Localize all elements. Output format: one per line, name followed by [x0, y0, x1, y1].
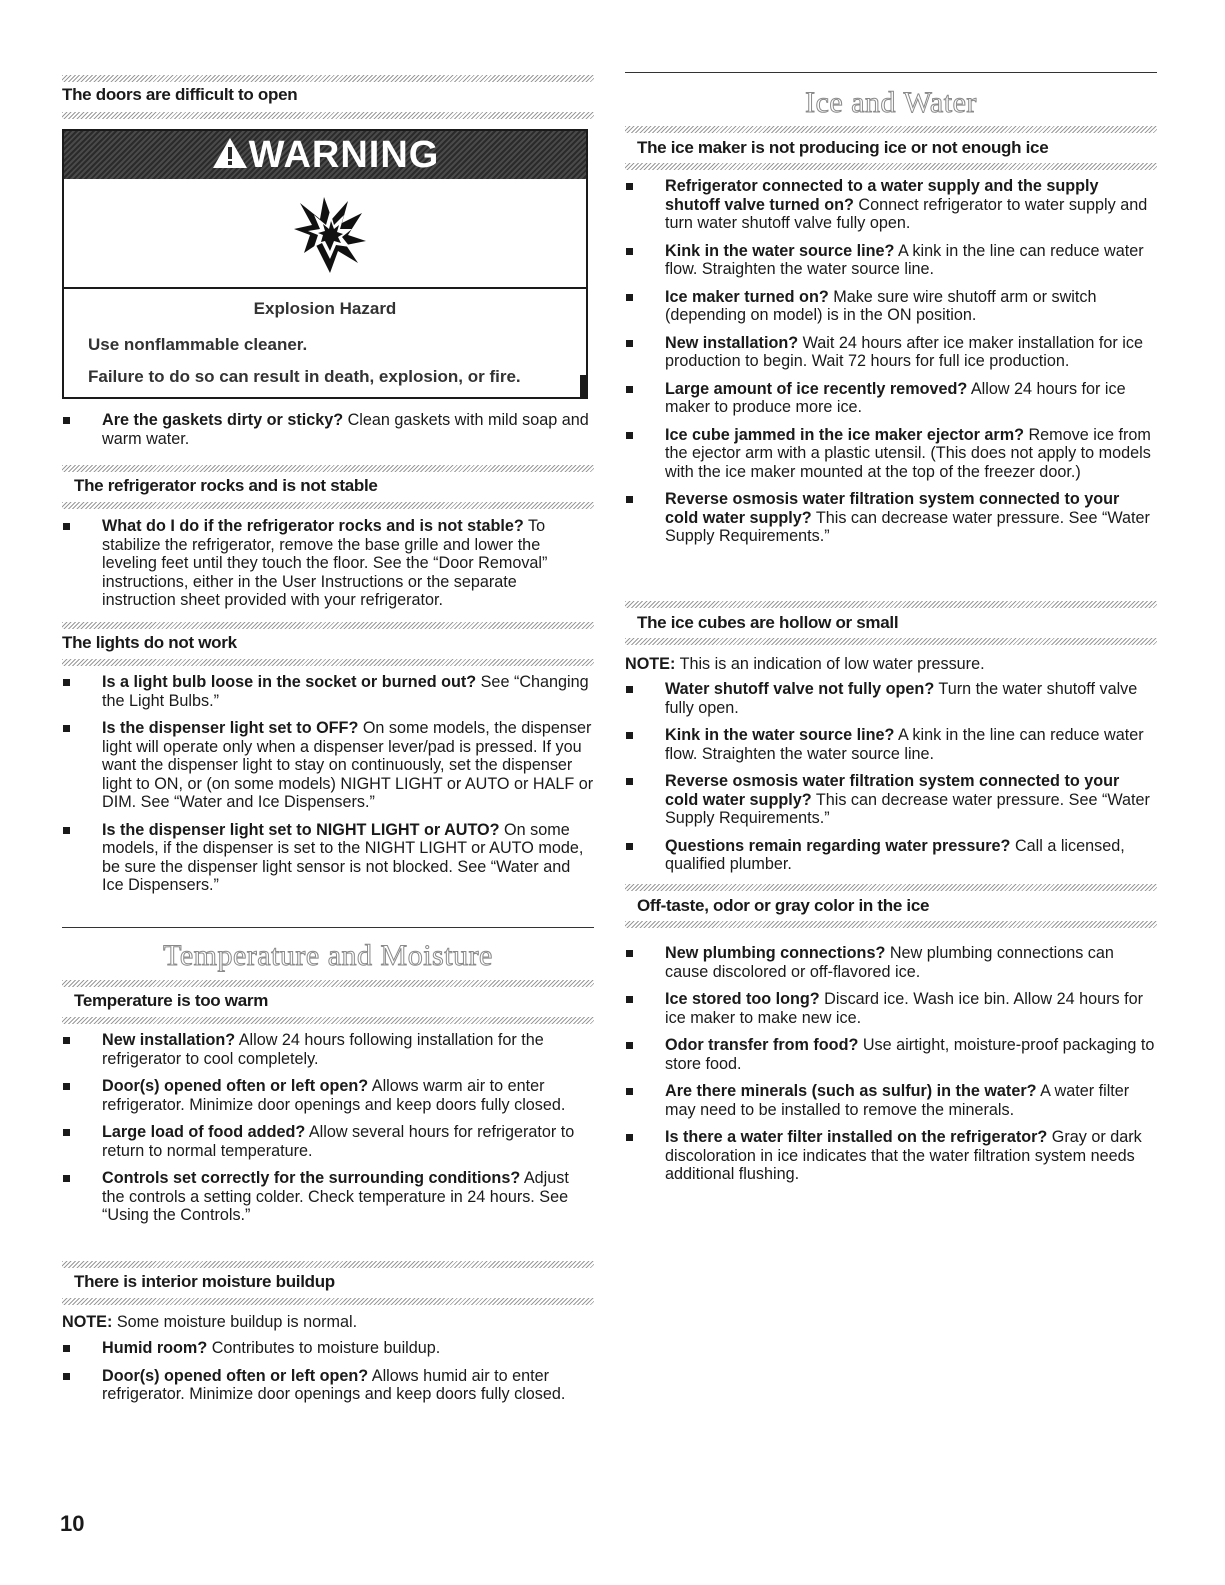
page-number: 10 — [60, 1511, 85, 1536]
subsection-header-off-taste — [625, 884, 1157, 928]
hatch-band — [62, 465, 594, 472]
subsection-header-hollow — [625, 601, 1157, 645]
bullet-list — [62, 517, 594, 619]
warning-header — [64, 131, 586, 179]
list-item: New plumbing connections? New plumbing connections can cause discolored or off-flavored ice. — [625, 944, 1157, 981]
bullet-list — [625, 680, 1157, 883]
hatch-band — [62, 112, 594, 119]
explosion-icon — [290, 195, 370, 275]
subsection-header-rocks — [62, 465, 594, 509]
warning-corner — [580, 375, 588, 399]
list-item: Ice maker turned on? Make sure wire shutoff arm or switch (depending on model) is in the ON position. — [625, 288, 1157, 325]
subsection-header-moisture — [62, 1261, 594, 1305]
subsection-header-too-warm — [62, 980, 594, 1024]
list-item: Odor transfer from food? Use airtight, moisture-proof packaging to store food. — [625, 1036, 1157, 1073]
warning-pictogram-area — [64, 179, 586, 289]
warning-line: Failure to do so can result in death, explosion, or fire. — [88, 367, 521, 386]
subsection-title: There is interior moisture buildup — [74, 1272, 335, 1291]
alert-triangle-icon — [211, 136, 249, 170]
list-item: Door(s) opened often or left open? Allows warm air to enter refrigerator. Minimize door openings and keep doors fully closed. — [62, 1077, 594, 1114]
section-header-temperature — [62, 927, 594, 977]
list-item: Are the gaskets dirty or sticky? Clean gaskets with mild soap and warm water. — [62, 411, 594, 448]
note: NOTE: This is an indication of low water pressure. — [625, 655, 985, 673]
subsection-header-not-producing — [625, 126, 1157, 170]
subsection-title: The refrigerator rocks and is not stable — [74, 476, 378, 495]
list-item: Humid room? Contributes to moisture buildup. — [62, 1339, 594, 1358]
list-item: Refrigerator connected to a water supply and the supply shutoff valve turned on? Connect refrigerator to water supply and turn water shutoff valve fully open. — [625, 177, 1157, 233]
hatch-band — [625, 638, 1157, 645]
section-rule — [625, 72, 1157, 73]
hatch-band — [625, 921, 1157, 928]
list-item: Controls set correctly for the surrounding conditions? Adjust the controls a setting colder. Check temperature in 24 hours. See “Using the Controls.” — [62, 1169, 594, 1225]
hatch-band — [625, 126, 1157, 133]
hatch-band — [62, 659, 594, 666]
list-item: Reverse osmosis water filtration system connected to your cold water supply? This can decrease water pressure. See “Water Supply Requirements.” — [625, 772, 1157, 828]
warning-line: Use nonflammable cleaner. — [88, 335, 308, 354]
list-item: Kink in the water source line? A kink in the line can reduce water flow. Straighten the water source line. — [625, 726, 1157, 763]
section-title: Temperature and Moisture — [163, 939, 493, 972]
subsection-title: Temperature is too warm — [74, 991, 269, 1010]
note: NOTE: Some moisture buildup is normal. — [62, 1313, 358, 1331]
hatch-band — [62, 75, 594, 82]
bullet-list — [62, 673, 594, 904]
list-item: Ice stored too long? Discard ice. Wash ice bin. Allow 24 hours for ice maker to make new ice. — [625, 990, 1157, 1027]
bullet-list — [625, 944, 1157, 1193]
bullet-list — [62, 411, 594, 457]
subsection-header-lights — [62, 622, 594, 666]
warning-hazard: Explosion Hazard — [253, 299, 397, 318]
hatch-band — [625, 163, 1157, 170]
subsection-title: Off-taste, odor or gray color in the ice — [637, 896, 930, 915]
hatch-band — [625, 884, 1157, 891]
list-item: New installation? Allow 24 hours following installation for the refrigerator to cool completely. — [62, 1031, 594, 1068]
subsection-header-doors — [62, 75, 594, 119]
list-item: Water shutoff valve not fully open? Turn the water shutoff valve fully open. — [625, 680, 1157, 717]
list-item: Is the dispenser light set to NIGHT LIGHT or AUTO? On some models, if the dispenser is set to the NIGHT LIGHT or AUTO mode, be sure the dispenser light sensor is not blocked. See “Water and Ice Dispensers.” — [62, 821, 594, 895]
bullet-list — [62, 1339, 594, 1413]
list-item: Is a light bulb loose in the socket or burned out? See “Changing the Light Bulbs.” — [62, 673, 594, 710]
list-item: Door(s) opened often or left open? Allows humid air to enter refrigerator. Minimize door openings and keep doors fully closed. — [62, 1367, 594, 1404]
warning-label: WARNING — [248, 134, 440, 176]
hatch-band — [62, 1261, 594, 1268]
list-item: Is there a water filter installed on the refrigerator? Gray or dark discoloration in ice indicates that the water filtration system needs additional flushing. — [625, 1128, 1157, 1184]
hatch-band — [62, 1298, 594, 1305]
hatch-band — [62, 502, 594, 509]
list-item: Large load of food added? Allow several hours for refrigerator to return to normal temperature. — [62, 1123, 594, 1160]
subsection-title: The ice maker is not producing ice or not enough ice — [637, 138, 1049, 157]
hatch-band — [625, 601, 1157, 608]
hatch-band — [62, 1017, 594, 1024]
hatch-band — [62, 622, 594, 629]
bullet-list — [625, 177, 1157, 555]
list-item: Kink in the water source line? A kink in the line can reduce water flow. Straighten the water source line. — [625, 242, 1157, 279]
list-item: Are there minerals (such as sulfur) in the water? A water filter may need to be installed to remove the minerals. — [625, 1082, 1157, 1119]
list-item: What do I do if the refrigerator rocks and is not stable? To stabilize the refrigerator, remove the base grille and lower the leveling feet until they touch the floor. See the “Door Removal” instructions, either in the User Instructions or the separate instruction sheet provided with your refrigerator. — [62, 517, 594, 610]
list-item: New installation? Wait 24 hours after ice maker installation for ice production to begin. Wait 72 hours for full ice production. — [625, 334, 1157, 371]
section-title: Ice and Water — [805, 86, 977, 119]
subsection-title: The ice cubes are hollow or small — [637, 613, 899, 632]
section-rule — [62, 927, 594, 928]
list-item: Large amount of ice recently removed? Allow 24 hours for ice maker to produce more ice. — [625, 380, 1157, 417]
warning-box — [62, 129, 588, 399]
bullet-list — [62, 1031, 594, 1234]
list-item: Is the dispenser light set to OFF? On some models, the dispenser light will operate only when a dispenser lever/pad is pressed. If you want the dispenser light to stay on continuously, set the dispenser light to ON, or (on some models) NIGHT LIGHT or AUTO or HALF or DIM. See “Water and Ice Dispensers.” — [62, 719, 594, 812]
section-header-ice-water — [625, 72, 1157, 122]
hatch-band — [62, 980, 594, 987]
list-item: Reverse osmosis water filtration system connected to your cold water supply? This can decrease water pressure. See “Water Supply Requirements.” — [625, 490, 1157, 546]
subsection-title: The lights do not work — [62, 633, 237, 652]
list-item: Questions remain regarding water pressure? Call a licensed, qualified plumber. — [625, 837, 1157, 874]
list-item: Ice cube jammed in the ice maker ejector arm? Remove ice from the ejector arm with a plastic utensil. (This does not apply to models with the ice maker mounted at the top of the freezer door.) — [625, 426, 1157, 482]
subsection-title: The doors are difficult to open — [62, 85, 298, 104]
